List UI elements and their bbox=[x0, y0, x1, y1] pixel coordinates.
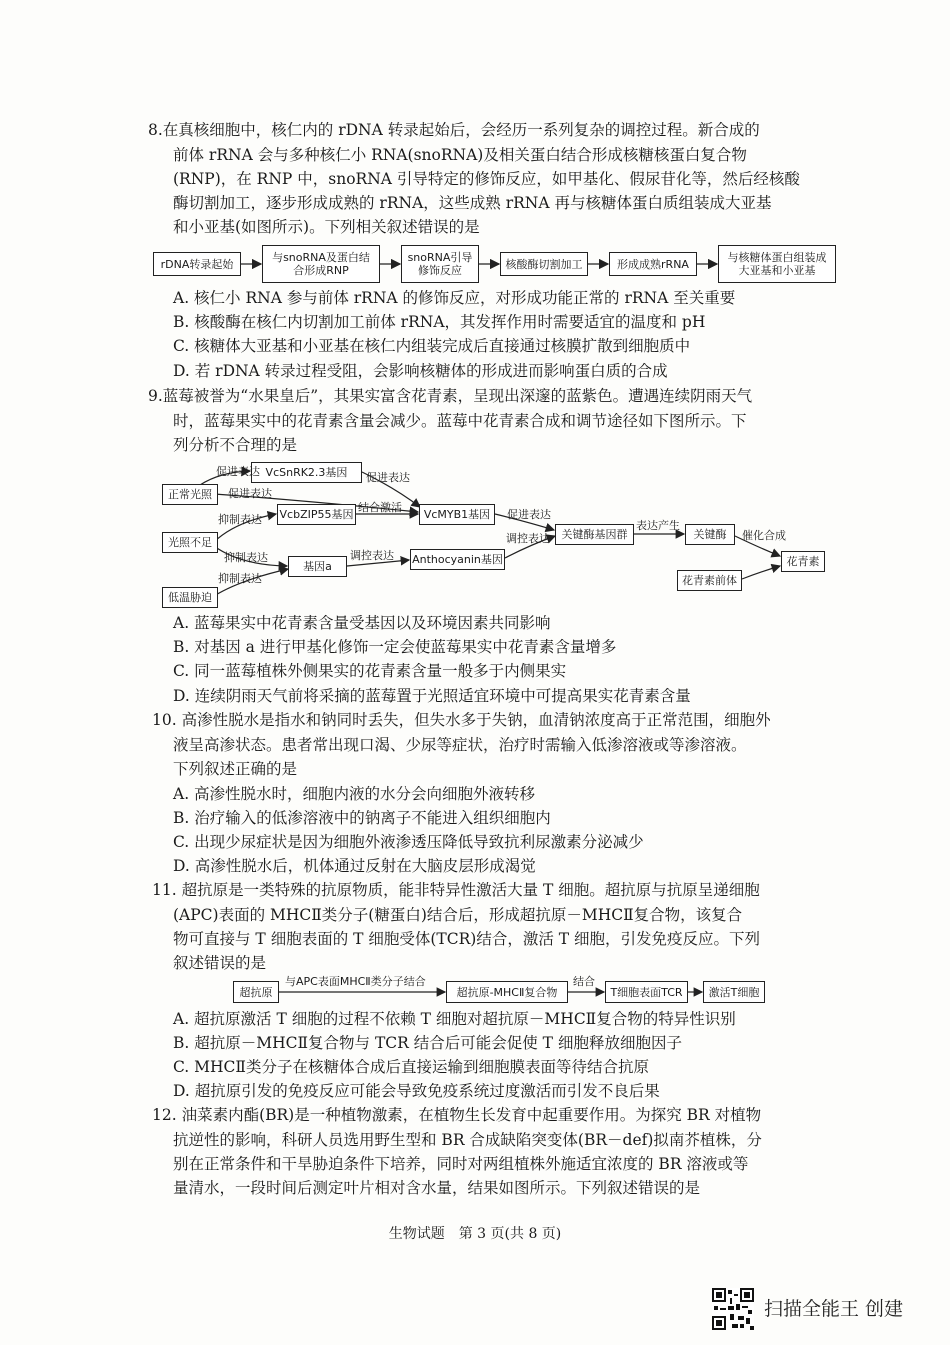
q11-flow-step: 超抗原-MHCⅡ复合物 bbox=[446, 981, 568, 1003]
q9-node-snrk-gene: VcSnRK2.3基因 bbox=[251, 462, 362, 483]
q8-option-a: A. 核仁小 RNA 参与前体 rRNA 的修饰反应，对形成功能正常的 rRNA 至关重要 bbox=[173, 289, 736, 307]
q9-node-myb-gene: VcMYB1基因 bbox=[419, 504, 495, 525]
q9-node-cold-stress: 低温胁迫 bbox=[162, 587, 218, 608]
q9-label-inhibit: 抑制表达 bbox=[218, 513, 262, 526]
q11-option-c: C. MHCⅡ类分子在核糖体合成后直接运输到细胞膜表面等待结合抗原 bbox=[173, 1058, 649, 1076]
q11-option-b: B. 超抗原－MHCⅡ复合物与 TCR 结合后可能会促使 T 细胞释放细胞因子 bbox=[173, 1034, 682, 1052]
q9-option-b: B. 对基因 a 进行甲基化修饰一定会使蓝莓果实中花青素含量增多 bbox=[173, 638, 617, 656]
q9-option-c: C. 同一蓝莓植株外侧果实的花青素含量一般多于内侧果实 bbox=[173, 662, 567, 680]
q9-label-catalyze: 催化合成 bbox=[742, 529, 786, 542]
q8-stem-line: 和小亚基(如图所示)。下列相关叙述错误的是 bbox=[173, 218, 480, 236]
q10-stem-line: 10. 高渗性脱水是指水和钠同时丢失，但失水多于失钠，血清钠浓度高于正常范围，细胞外 bbox=[152, 711, 771, 729]
q9-option-a: A. 蓝莓果实中花青素含量受基因以及环境因素共同影响 bbox=[173, 614, 551, 632]
q8-option-d: D. 若 rDNA 转录过程受阻，会影响核糖体的形成进而影响蛋白质的合成 bbox=[173, 362, 668, 380]
q9-stem-line: 9.蓝莓被誉为“水果皇后”，其果实富含花青素，呈现出深邃的蓝紫色。遭遇连续阴雨天气 bbox=[148, 387, 753, 405]
q11-stem-line: 物可直接与 T 细胞表面的 T 细胞受体(TCR)结合，激活 T 细胞，引发免疫反应。下列 bbox=[173, 930, 761, 948]
scanner-watermark: 扫描全能王 创建 bbox=[764, 1298, 904, 1320]
q9-stem-line: 时，蓝莓果实中的花青素含量会减少。蓝莓中花青素合成和调节途径如下图所示。下 bbox=[173, 412, 747, 430]
q8-option-b: B. 核酸酶在核仁内切割加工前体 rRNA，其发挥作用时需要适宜的温度和 pH bbox=[173, 313, 706, 331]
page-footer: 生物试题 第 3 页(共 8 页) bbox=[388, 1226, 562, 1242]
q8-option-c: C. 核糖体大亚基和小亚基在核仁内组装完成后直接通过核膜扩散到细胞质中 bbox=[173, 337, 691, 355]
q11-flow-step: 超抗原 bbox=[233, 981, 279, 1003]
q8-flow-step: 与核糖体蛋白组装成大亚基和小亚基 bbox=[718, 245, 836, 283]
q8-stem-line: 8.在真核细胞中，核仁内的 rDNA 转录起始后，会经历一系列复杂的调控过程。新合成的 bbox=[148, 121, 760, 139]
q8-flow-step: 形成成熟rRNA bbox=[609, 252, 697, 276]
q11-stem-line: 11. 超抗原是一类特殊的抗原物质，能非特异性激活大量 T 细胞。超抗原与抗原呈递细胞 bbox=[152, 881, 760, 899]
q8-flow-step: 核酸酶切割加工 bbox=[500, 252, 588, 276]
q9-label-promote: 促进表达 bbox=[507, 508, 551, 521]
q12-stem-line: 抗逆性的影响，科研人员选用野生型和 BR 合成缺陷突变体(BR－def)拟南芥植株，分 bbox=[173, 1131, 762, 1149]
q11-flow-step: 激活T细胞 bbox=[703, 981, 765, 1003]
q9-node-normal-light: 正常光照 bbox=[162, 484, 218, 505]
q9-label-promote: 促进表达 bbox=[228, 487, 272, 500]
q9-node-anthocyanin-gene: Anthocyanin基因 bbox=[410, 549, 505, 570]
q9-node-precursor: 花青素前体 bbox=[677, 570, 742, 591]
q10-option-b: B. 治疗输入的低渗溶液中的钠离子不能进入组织细胞内 bbox=[173, 809, 551, 827]
q11-stem-line: (APC)表面的 MHCⅡ类分子(糖蛋白)结合后，形成超抗原－MHCⅡ复合物，该复合 bbox=[173, 906, 743, 924]
q8-stem-line: 前体 rRNA 会与多种核仁小 RNA(snoRNA)及相关蛋白结合形成核糖核蛋白复合物 bbox=[173, 146, 747, 164]
q12-stem-line: 别在正常条件和干旱胁迫条件下培养，同时对两组植株外施适宜浓度的 BR 溶液或等 bbox=[173, 1155, 749, 1173]
q9-node-low-light: 光照不足 bbox=[162, 532, 218, 553]
q12-stem-line: 12. 油菜素内酯(BR)是一种植物激素，在植物生长发育中起重要作用。为探究 BR 对植物 bbox=[152, 1106, 762, 1124]
q8-flow-step: snoRNA引导修饰反应 bbox=[401, 245, 479, 283]
q11-flow-step: T细胞表面TCR bbox=[605, 981, 688, 1003]
q10-stem-line: 液呈高渗状态。患者常出现口渴、少尿等症状，治疗时需输入低渗溶液或等渗溶液。 bbox=[173, 736, 747, 754]
q9-label-inhibit: 抑制表达 bbox=[218, 572, 262, 585]
q9-option-d: D. 连续阴雨天气前将采摘的蓝莓置于光照适宜环境中可提高果实花青素含量 bbox=[173, 687, 691, 705]
q9-node-key-enzyme: 关键酶 bbox=[685, 524, 735, 545]
q12-stem-line: 量清水，一段时间后测定叶片相对含水量，结果如图所示。下列叙述错误的是 bbox=[173, 1179, 701, 1197]
qr-code-icon bbox=[712, 1288, 754, 1330]
q9-label-regulate: 调控表达 bbox=[506, 532, 550, 545]
q9-label-regulate: 调控表达 bbox=[350, 549, 394, 562]
q9-node-anthocyanin: 花青素 bbox=[781, 551, 825, 572]
q11-option-a: A. 超抗原激活 T 细胞的过程不依赖 T 细胞对超抗原－MHCⅡ复合物的特异性识别 bbox=[173, 1010, 736, 1028]
q8-stem-line: 酶切割加工，逐步形成成熟的 rRNA，这些成熟 rRNA 再与核糖体蛋白质组装成大亚基 bbox=[173, 194, 772, 212]
q8-stem-line: (RNP)，在 RNP 中，snoRNA 引导特定的修饰反应，如甲基化、假尿苷化等，然后经核酸 bbox=[173, 170, 800, 188]
q10-stem-line: 下列叙述正确的是 bbox=[173, 760, 298, 778]
q9-label-bind-activate: 结合激活 bbox=[358, 501, 402, 514]
q9-stem-line: 列分析不合理的是 bbox=[173, 436, 298, 454]
q9-node-key-enzyme-genes: 关键酶基因群 bbox=[555, 524, 634, 545]
q11-stem-line: 叙述错误的是 bbox=[173, 954, 267, 972]
q9-label-inhibit: 抑制表达 bbox=[224, 551, 268, 564]
q9-node-gene-a: 基因a bbox=[288, 556, 347, 577]
q9-node-zip-gene: VcbZIP55基因 bbox=[277, 504, 356, 525]
q9-label-promote: 促进表达 bbox=[366, 471, 410, 484]
q10-option-c: C. 出现少尿症状是因为细胞外液渗透压降低导致抗利尿激素分泌减少 bbox=[173, 833, 644, 851]
q9-label-express-produce: 表达产生 bbox=[636, 519, 680, 532]
q8-flow-step: rDNA转录起始 bbox=[153, 252, 241, 276]
q8-flow-step: 与snoRNA及蛋白结合形成RNP bbox=[262, 245, 380, 283]
q10-option-a: A. 高渗性脱水时，细胞内液的水分会向细胞外液转移 bbox=[173, 785, 536, 803]
q11-flow-label: 结合 bbox=[573, 975, 595, 988]
q10-option-d: D. 高渗性脱水后，机体通过反射在大脑皮层形成渴觉 bbox=[173, 857, 536, 875]
q11-option-d: D. 超抗原引发的免疫反应可能会导致免疫系统过度激活而引发不良后果 bbox=[173, 1082, 660, 1100]
q9-label-promote: 促进表达 bbox=[216, 465, 260, 478]
q11-flow-label: 与APC表面MHCⅡ类分子结合 bbox=[285, 975, 426, 988]
